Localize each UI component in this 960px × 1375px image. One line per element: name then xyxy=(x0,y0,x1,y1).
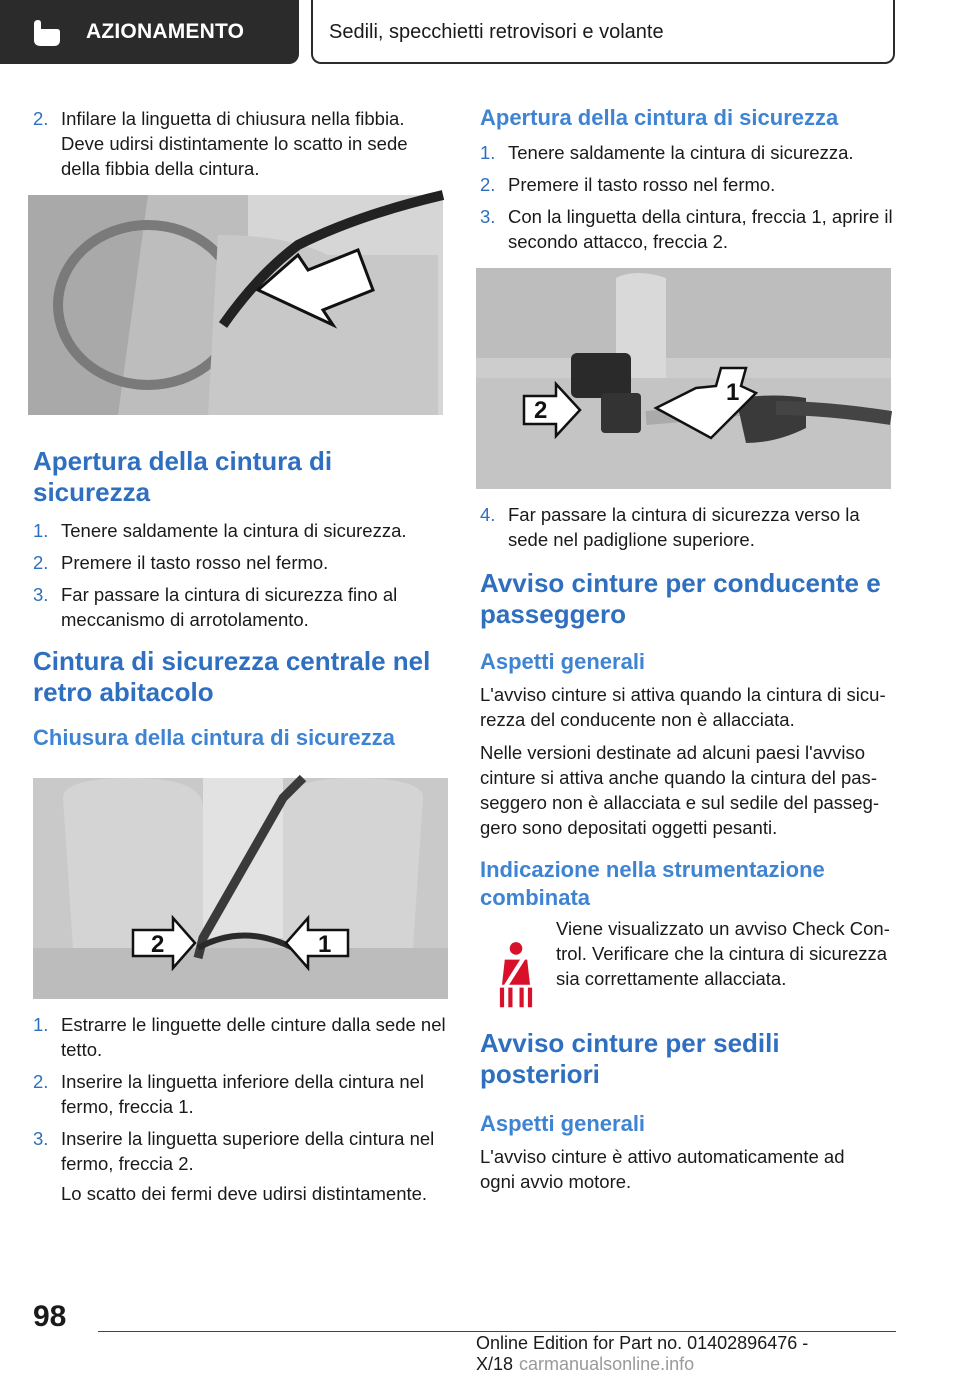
photo-seatbelt-buckle xyxy=(28,195,443,415)
list-item: 4. Far passare la cintura di sicurezza verso la sede nel padiglione superiore. xyxy=(480,504,860,550)
arrow-label-1: 1 xyxy=(318,931,332,958)
heading-indicazione: Indicazione nella strumentazione combinata xyxy=(480,857,825,910)
seatbelt-warning-icon xyxy=(486,940,546,1010)
list-item: 3. Far passare la cintura di sicurezza fino al meccanismo di arrotolamento. xyxy=(33,584,398,630)
left-section-apertura xyxy=(33,446,448,752)
arrow-label-2: 2 xyxy=(534,397,548,424)
list-item: 2. Inserire la linguetta inferiore della cintura nel fermo, freccia 1. xyxy=(33,1071,425,1117)
photo-belt-release xyxy=(476,268,891,489)
right-main-text xyxy=(480,502,895,1194)
heading-posteriori: Avviso cinture per sedili posteriori xyxy=(480,1028,780,1089)
list-item: 1. Tenere saldamente la cintura di sicurezza. xyxy=(33,520,407,541)
photo-rear-center-belt xyxy=(33,778,448,999)
section-title: AZIONAMENTO xyxy=(86,20,245,43)
heading-aspetti-generali-2: Aspetti generali xyxy=(480,1111,646,1136)
list-item: 2. Premere il tasto rosso nel fermo. xyxy=(33,552,329,573)
arrow-label-1: 1 xyxy=(726,379,740,406)
header-section-tab xyxy=(0,0,299,64)
right-section-apertura xyxy=(480,104,895,261)
left-chiusura-steps xyxy=(33,1012,448,1213)
list-item: 2. Infilare la linguetta di chiusura nella fibbia. Deve udirsi distintamente lo scatto in sede della fibbia della cintura. xyxy=(33,108,408,179)
heading-centrale: Cintura di sicurezza centrale nel retro abitacolo xyxy=(33,646,431,707)
paragraph: L'avviso cinture è attivo automaticamente ad ogni avvio motore. xyxy=(480,1146,845,1192)
paragraph: Nelle versioni destinate ad alcuni paesi l'avviso cinture si attiva anche quando la cintura del passeggero non è allacciata e sul sedile del passeggero sono depositati oggetti pesanti. xyxy=(480,742,880,838)
watermark: carmanualsonline.info xyxy=(519,1354,695,1374)
footer-edition: Online Edition for Part no. 01402896476 - X/18 carmanualsonline.info xyxy=(476,1333,809,1374)
left-intro xyxy=(33,106,448,188)
warning-row xyxy=(480,916,895,1010)
chiusura-list xyxy=(33,1012,448,1206)
apertura-list-right xyxy=(480,140,895,254)
heading-aspetti-generali: Aspetti generali xyxy=(480,649,646,674)
footer-divider xyxy=(98,1331,896,1332)
apertura-list-right-b xyxy=(480,502,895,552)
hand-pointer-icon xyxy=(28,18,68,48)
apertura-list-left xyxy=(33,518,448,632)
heading-avviso: Avviso cinture per conducente e passeggero xyxy=(480,568,881,629)
header-subtitle-box xyxy=(311,0,895,64)
heading-apertura-left: Apertura della cintura di sicurezza xyxy=(33,446,333,507)
paragraph: L'avviso cinture si attiva quando la cintura di sicurezza del conducente non è allacciata. xyxy=(480,684,886,730)
warning-text: Viene visualizzato un avviso Check Control. Verificare che la cintura di sicurezza sia correttamente allacciata. xyxy=(556,918,890,989)
chapter-subtitle: Sedili, specchietti retrovisori e volante xyxy=(329,21,664,43)
list-item: 3. Con la linguetta della cintura, freccia 1, aprire il secondo attacco, freccia 2. xyxy=(480,206,893,252)
heading-apertura-right: Apertura della cintura di sicurezza xyxy=(480,105,839,130)
list-item: 2. Premere il tasto rosso nel fermo. xyxy=(480,174,776,195)
list-item: 1. Tenere saldamente la cintura di sicurezza. xyxy=(480,142,854,163)
page-number: 98 xyxy=(33,1300,67,1333)
intro-list xyxy=(33,106,448,181)
heading-chiusura: Chiusura della cintura di sicurezza xyxy=(33,725,395,750)
arrow-label-2: 2 xyxy=(151,931,165,958)
list-item: 1. Estrarre le linguette delle cinture dalla sede nel tetto. xyxy=(33,1014,446,1060)
list-item: 3. Inserire la linguetta superiore della cintura nel fermo, freccia 2. Lo scatto dei fermi deve udirsi distintamente. xyxy=(33,1128,435,1204)
